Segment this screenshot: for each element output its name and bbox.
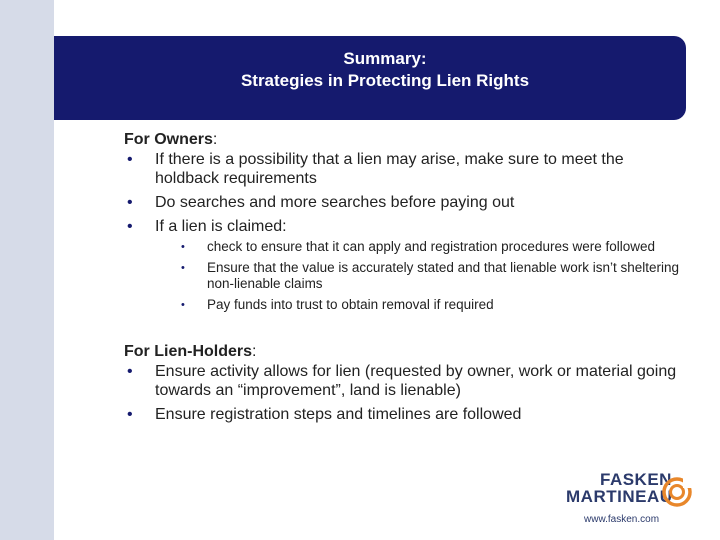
owners-list xyxy=(124,150,684,313)
title-banner xyxy=(54,36,686,120)
left-sidebar-band xyxy=(0,0,54,540)
list-item: • Do searches and more searches before paying out xyxy=(124,193,684,212)
list-item-text: If a lien is claimed: xyxy=(155,218,287,235)
lien-claimed-sublist xyxy=(155,239,684,313)
owners-heading: For Owners: xyxy=(124,131,218,148)
sub-list-item: • Pay funds into trust to obtain removal if required xyxy=(155,297,684,314)
title-line-2: Strategies in Protecting Lien Rights xyxy=(240,71,530,90)
lienholders-heading: For Lien-Holders: xyxy=(124,343,257,360)
title-line-1: Summary: xyxy=(343,49,427,68)
lienholders-list xyxy=(124,362,684,424)
logo-line-1: FASKEN xyxy=(600,470,672,489)
fasken-martineau-logo xyxy=(566,470,696,532)
logo-url: www.fasken.com xyxy=(584,514,660,525)
sub-list-item: • Ensure that the value is accurately stated and that lienable work isn’t sheltering non-lienable claims xyxy=(155,260,684,293)
slide-content xyxy=(124,130,684,429)
list-item: • Ensure activity allows for lien (requested by owner, work or material going towards an “improvement”, land is lienable) xyxy=(124,362,684,400)
list-item xyxy=(124,217,684,313)
list-item: • If there is a possibility that a lien may arise, make sure to meet the holdback requirements xyxy=(124,150,684,188)
list-item: • Ensure registration steps and timelines are followed xyxy=(124,405,684,424)
logo-swirl-icon xyxy=(661,474,693,508)
logo-line-2: MARTINEAU xyxy=(566,487,673,506)
sub-list-item: • check to ensure that it can apply and registration procedures were followed xyxy=(155,239,684,256)
